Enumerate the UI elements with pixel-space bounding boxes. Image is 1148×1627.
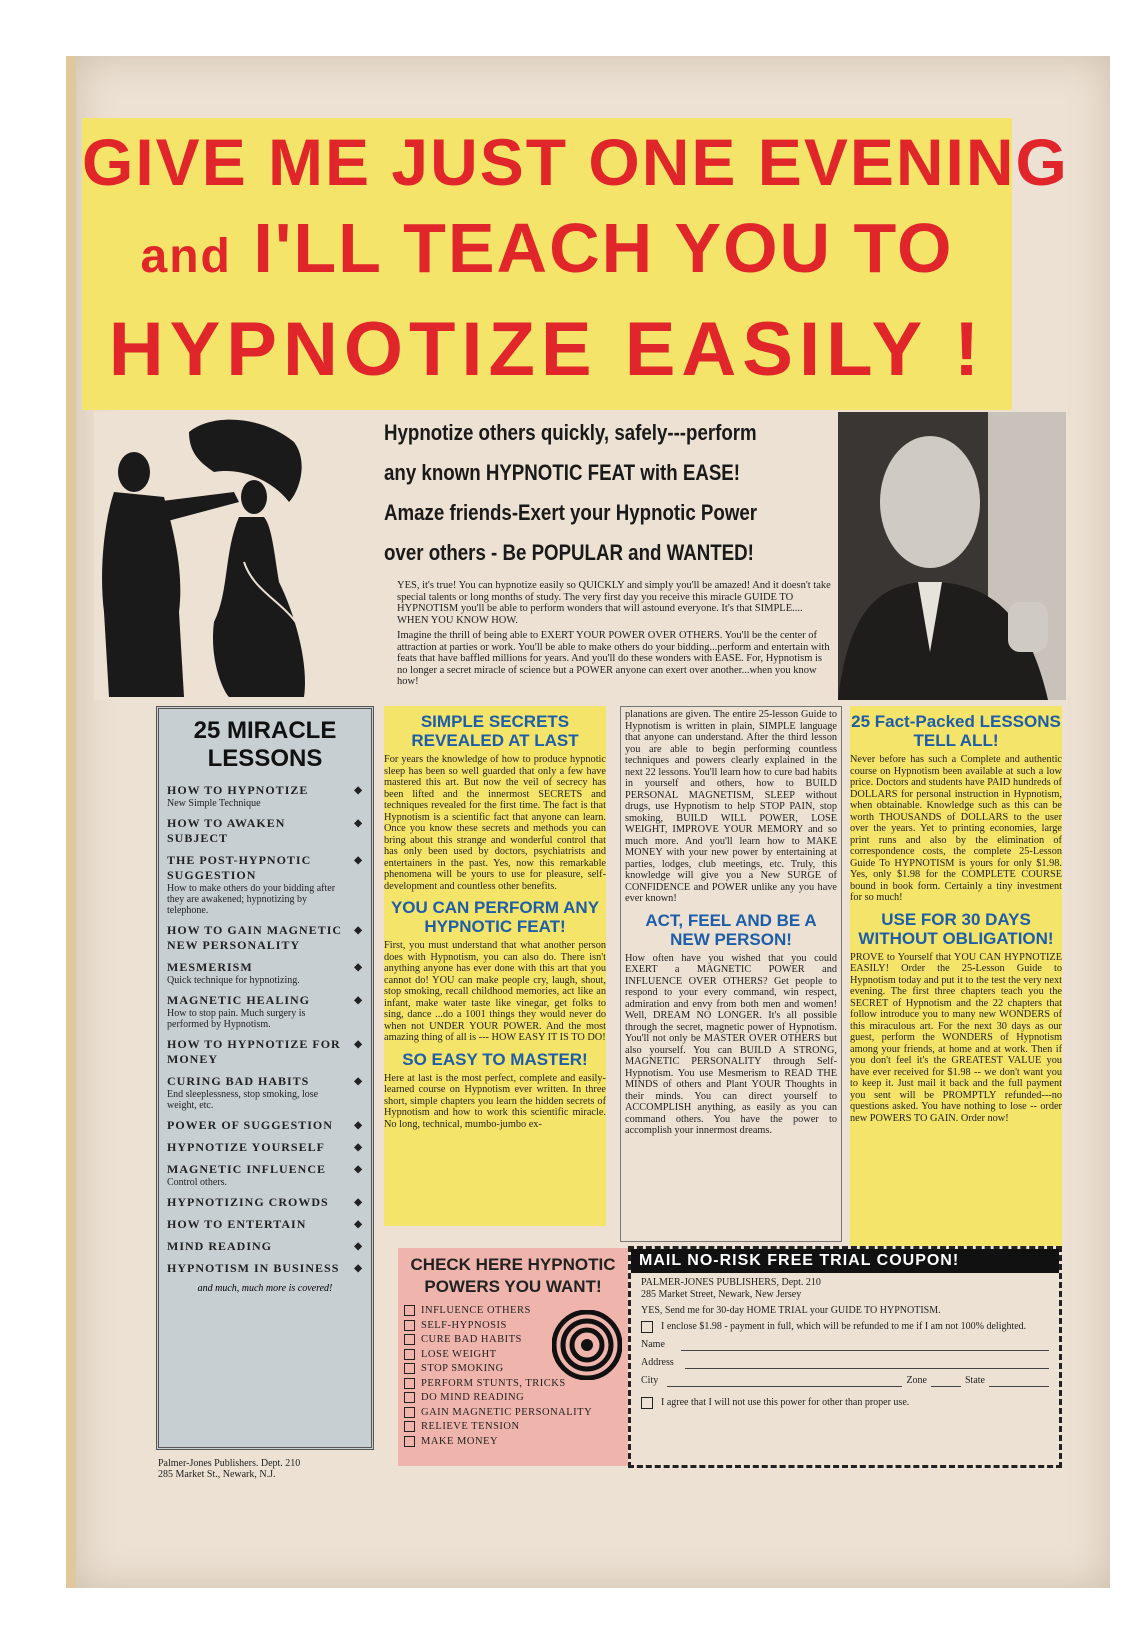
- state-label: State: [965, 1375, 985, 1386]
- lessons-title: [159, 717, 371, 773]
- lesson-item: MAGNETIC INFLUENCE Control others. ◆: [167, 1162, 363, 1188]
- coupon-enclose-row[interactable]: [641, 1321, 1049, 1333]
- name-row[interactable]: [641, 1339, 1049, 1351]
- lesson-item: HYPNOTIZE YOURSELF ◆: [167, 1140, 363, 1155]
- pitch-line-3: Amaze friends-Exert your Hypnotic Power: [384, 500, 758, 525]
- checkbox[interactable]: [404, 1305, 415, 1316]
- lesson-item: MESMERISM Quick technique for hypnotizing. ◆: [167, 960, 363, 986]
- checkbox[interactable]: [404, 1421, 415, 1432]
- column-new-person: [620, 706, 842, 1242]
- subhead-perform: YOU CAN PERFORM ANY HYPNOTIC FEAT!: [390, 898, 600, 936]
- checkbox[interactable]: [404, 1349, 415, 1360]
- coupon-address: 285 Market Street, Newark, New Jersey: [641, 1289, 802, 1300]
- checklist-item[interactable]: STOP SMOKING: [404, 1362, 628, 1377]
- author-photo: [838, 412, 1066, 700]
- coupon-agree-row[interactable]: [641, 1397, 1049, 1409]
- coupon-enclose-text: I enclose $1.98 - payment in full, which will be refunded to me if I am not 100% delighted.: [661, 1321, 1027, 1332]
- subhead-easy: SO EASY TO MASTER!: [402, 1049, 588, 1069]
- body-explanations: planations are given. The entire 25-lesson Guide to Hypnotism is written in plain, SIMPLE language that anyone can understand. After the third lesson you are able to begin performing countless techniques and powers clearly explained in the next 22 lessons. You'll learn how to cure bad habits in yourself and others, how to BUILD PERSONAL MAGNETISM, SLEEP without drugs, use Hypnotism to help STOP PAIN, stop smoking, BUILD WILL POWER, LOSE WEIGHT, IMPROVE YOUR MEMORY and so much more. And you'll learn how to MAKE MONEY with your new power by entertaining at parties, lodges, club meetings, etc. Truly, this knowledge will give you a New SURGE of CONFIDENCE and POWER unlike any you have ever known!: [625, 709, 837, 904]
- checklist-item[interactable]: CURE BAD HABITS: [404, 1333, 628, 1348]
- banner-line-2: [82, 208, 1012, 288]
- body-30-days: PROVE to Yourself that YOU CAN HYPNOTIZE EASILY! Order the 25-Lesson Guide to Hypnotism today and put it to the test the very next evening. The first three chapters teach you the SECRET of Hypnotism and the 22 chapters that follow introduce you to many new WONDERS of this miraculous art. For the next 30 days as our guest, perform the WONDERS of Hypnotism among your friends, at home and at work. Then if you don't feel it's the GREATEST VALUE you have ever received for $1.98 -- we don't want you to keep it. Just mail it back and the full payment you sent will be PROMPTLY refunded---no questions asked. You have nothing to lose -- order new POWERS TO GAIN. Order now!: [850, 951, 1062, 1124]
- address-row[interactable]: [641, 1357, 1049, 1369]
- checklist-item[interactable]: INFLUENCE OTHERS: [404, 1304, 628, 1319]
- coupon-publisher: PALMER-JONES PUBLISHERS, Dept. 210: [641, 1277, 821, 1288]
- column-trial: [850, 706, 1062, 1246]
- checklist-title-1: CHECK HERE HYPNOTIC: [410, 1255, 616, 1274]
- checkbox[interactable]: [404, 1320, 415, 1331]
- lessons-title-line-2: LESSONS: [207, 745, 323, 772]
- checkbox[interactable]: [404, 1363, 415, 1374]
- body-perform: First, you must understand that what another person does with Hypnotism, you can also do. There isn't anything anyone has ever done with this art that you cannot do! YOU can make people cry, laugh, shout, stop smoking, recall childhood memories, act like an infant, make water taste like vinegar, get folks to sing, dance ...do a 1001 things they would never do when not UNDER YOUR POWER. And the most amazing thing of all is --- HOW EASY IT IS TO DO!: [384, 940, 606, 1043]
- lesson-item: MIND READING ◆: [167, 1239, 363, 1254]
- banner-line-1: GIVE ME JUST ONE EVENING: [82, 125, 1069, 199]
- checkbox[interactable]: [404, 1378, 415, 1389]
- lesson-item: HOW TO AWAKEN SUBJECT ◆: [167, 816, 363, 846]
- lesson-item: HYPNOTIZING CROWDS ◆: [167, 1195, 363, 1210]
- hypnotist-illustration: [94, 412, 322, 700]
- checklist-item[interactable]: SELF-HYPNOSIS: [404, 1319, 628, 1334]
- intro-paragraph-1: YES, it's true! You can hypnotize easily so QUICKLY and simply you'll be amazed! And it doesn't take special talents or long months of study. The very first day you receive this miracle GUIDE TO HYPNOTISM you'll be able to perform wonders that will astound everyone. It's that SIMPLE.... WHEN YOU KNOW HOW.: [397, 580, 831, 626]
- checkbox[interactable]: [404, 1436, 415, 1447]
- banner-line-3: HYPNOTIZE EASILY !: [108, 307, 986, 392]
- lesson-item: MAGNETIC HEALING How to stop pain. Much surgery is performed by Hypnotism. ◆: [167, 993, 363, 1030]
- checklist-item[interactable]: RELIEVE TENSION: [404, 1420, 628, 1435]
- lesson-item: POWER OF SUGGESTION ◆: [167, 1118, 363, 1133]
- lesson-item: THE POST-HYPNOTIC SUGGESTION How to make others do your bidding after they are awakened; hypnotizing by telephone. ◆: [167, 853, 363, 916]
- subhead-30-days: USE FOR 30 DAYS WITHOUT OBLIGATION!: [858, 909, 1054, 948]
- hypnotist-drawing: [94, 412, 322, 700]
- coupon-body: [631, 1273, 1059, 1413]
- zone-label: Zone: [906, 1375, 927, 1386]
- publisher-line-2: 285 Market St., Newark, N.J.: [158, 1469, 276, 1480]
- enclose-checkbox[interactable]: [641, 1321, 653, 1333]
- publisher-line-1: Palmer-Jones Publishers. Dept. 210: [158, 1458, 301, 1469]
- main-pitch: [384, 413, 830, 573]
- headline-banner: [82, 118, 1069, 410]
- subhead-new-person: ACT, FEEL AND BE A NEW PERSON!: [645, 910, 817, 949]
- publisher-tag: [158, 1458, 378, 1480]
- body-secrets: For years the knowledge of how to produce hypnotic sleep has been so well guarded that only a few have mastered this art. But now the veil of secrecy has been lifted and the innermost SECRETS and techniques revealed for the first time. The fact is that Hypnotism is a scientific fact that anyone can learn. Once you know these secrets and methods you can bring about this strange and wonderful control that has only been used by doctors, psychiatrists and entertainers in the past. Yes, now this remarkable phenomena will be yours to use for pleasure, self-development and countless other benefits.: [384, 754, 606, 892]
- checkbox[interactable]: [404, 1392, 415, 1403]
- address-field[interactable]: [685, 1357, 1049, 1369]
- checklist-title: [398, 1254, 628, 1298]
- order-coupon: [628, 1246, 1062, 1468]
- lessons-title-line-1: 25 MIRACLE: [193, 717, 337, 744]
- address-label: Address: [641, 1357, 674, 1368]
- powers-checklist: [398, 1248, 628, 1466]
- author-portrait: [838, 412, 1066, 700]
- lesson-item: HYPNOTISM IN BUSINESS ◆: [167, 1261, 363, 1276]
- coupon-header: MAIL NO-RISK FREE TRIAL COUPON!: [631, 1249, 1059, 1273]
- name-label: Name: [641, 1339, 665, 1350]
- checklist-item[interactable]: MAKE MONEY: [404, 1435, 628, 1450]
- pitch-line-2: any known HYPNOTIC FEAT with EASE!: [384, 460, 741, 485]
- hypnotic-spiral-icon: [552, 1310, 622, 1380]
- lessons-more: and much, much more is covered!: [197, 1283, 333, 1294]
- checklist-item[interactable]: DO MIND READING: [404, 1391, 628, 1406]
- checklist-item[interactable]: GAIN MAGNETIC PERSONALITY: [404, 1406, 628, 1421]
- name-field[interactable]: [681, 1339, 1049, 1351]
- checkbox[interactable]: [404, 1407, 415, 1418]
- intro-copy: [397, 580, 831, 692]
- checklist-item[interactable]: LOSE WEIGHT: [404, 1348, 628, 1363]
- banner-line-2-text: I'LL TEACH YOU TO: [253, 209, 954, 287]
- checklist-item[interactable]: PERFORM STUNTS, TRICKS: [404, 1377, 628, 1392]
- state-field[interactable]: [989, 1375, 1049, 1387]
- body-lessons: Never before has such a Complete and authentic course on Hypnotism been available at such a low price. Doctors and students have PAID hundreds of DOLLARS for personal instruction in Hypnotism, when obtainable. Knowledge such as this can be worth THOUSANDS of DOLLARS to the user over the years. Yet to printing economies, large print runs and also by the elimination of correspondence costs, the complete 25-Lesson Guide To HYPNOTISM is yours for only $1.98. Yes, only $1.98 for the COMPLETE COURSE bound in book form. Certainly a tiny investment for so much!: [850, 754, 1062, 903]
- checklist-title-2: POWERS YOU WANT!: [424, 1277, 602, 1296]
- subhead-lessons: 25 Fact-Packed LESSONS TELL ALL!: [851, 712, 1061, 750]
- column-secrets: [384, 706, 606, 1226]
- lesson-item: HOW TO HYPNOTIZE FOR MONEY ◆: [167, 1037, 363, 1067]
- lessons-list: [159, 783, 371, 1276]
- agree-checkbox[interactable]: [641, 1397, 653, 1409]
- banner-and: and: [140, 230, 232, 283]
- coupon-yes: YES, Send me for 30-day HOME TRIAL your GUIDE TO HYPNOTISM.: [641, 1305, 941, 1316]
- checkbox[interactable]: [404, 1334, 415, 1345]
- body-new-person: How often have you wished that you could EXERT a MAGNETIC POWER and INFLUENCE OVER OTHERS? Get people to respond to your every command, win respect, admiration and envy from both men and women! Well, DREAM NO LONGER. It's all possible through the secret, magnetic power of Hypnotism. You'll not only be MASTER OVER OTHERS but also yourself. You can BUILD A STRONG, MAGNETIC PERSONALITY through Self-Hypnotism. You use Mesmerism to READ THE MINDS of others and Plant YOUR Thoughts in their minds. You can direct yourself to ACCOMPLISH anything, as easily as you can command others. You have the power to accomplish your innermost dreams.: [625, 952, 837, 1136]
- pitch-line-4: over others - Be POPULAR and WANTED!: [384, 540, 754, 565]
- city-field[interactable]: [667, 1375, 902, 1387]
- coupon-agree-text: I agree that I will not use this power for other than proper use.: [661, 1397, 910, 1408]
- lesson-item: HOW TO HYPNOTIZE New Simple Technique ◆: [167, 783, 363, 809]
- zone-field[interactable]: [931, 1375, 961, 1387]
- lesson-item: HOW TO ENTERTAIN ◆: [167, 1217, 363, 1232]
- lesson-item: HOW TO GAIN MAGNETIC NEW PERSONALITY ◆: [167, 923, 363, 953]
- city-label: City: [641, 1375, 659, 1386]
- body-easy: Here at last is the most perfect, complete and easily-learned course on Hypnotism ever written. In three short, simple chapters you learn the hidden secrets of Hypnotism and how to work this scientific miracle. No long, technical, mumbo-jumbo ex-: [384, 1072, 606, 1130]
- intro-paragraph-2: Imagine the thrill of being able to EXERT YOUR POWER OVER OTHERS. You'll be the center of attraction at parties or work. You'll be able to make others do your bidding...perform and entertain with feats that have baffled millions for years. And you'll do these wonders with EASE. For, Hypnotism is no longer a secret miracle of science but a POWER anyone can exert over another...when you know how!: [397, 630, 830, 687]
- lessons-panel: [156, 706, 374, 1450]
- pitch-line-1: Hypnotize others quickly, safely---perform: [384, 420, 757, 445]
- city-row[interactable]: [641, 1375, 1049, 1387]
- lesson-item: CURING BAD HABITS End sleeplessness, stop smoking, lose weight, etc. ◆: [167, 1074, 363, 1111]
- subhead-secrets: SIMPLE SECRETS REVEALED AT LAST: [411, 712, 579, 750]
